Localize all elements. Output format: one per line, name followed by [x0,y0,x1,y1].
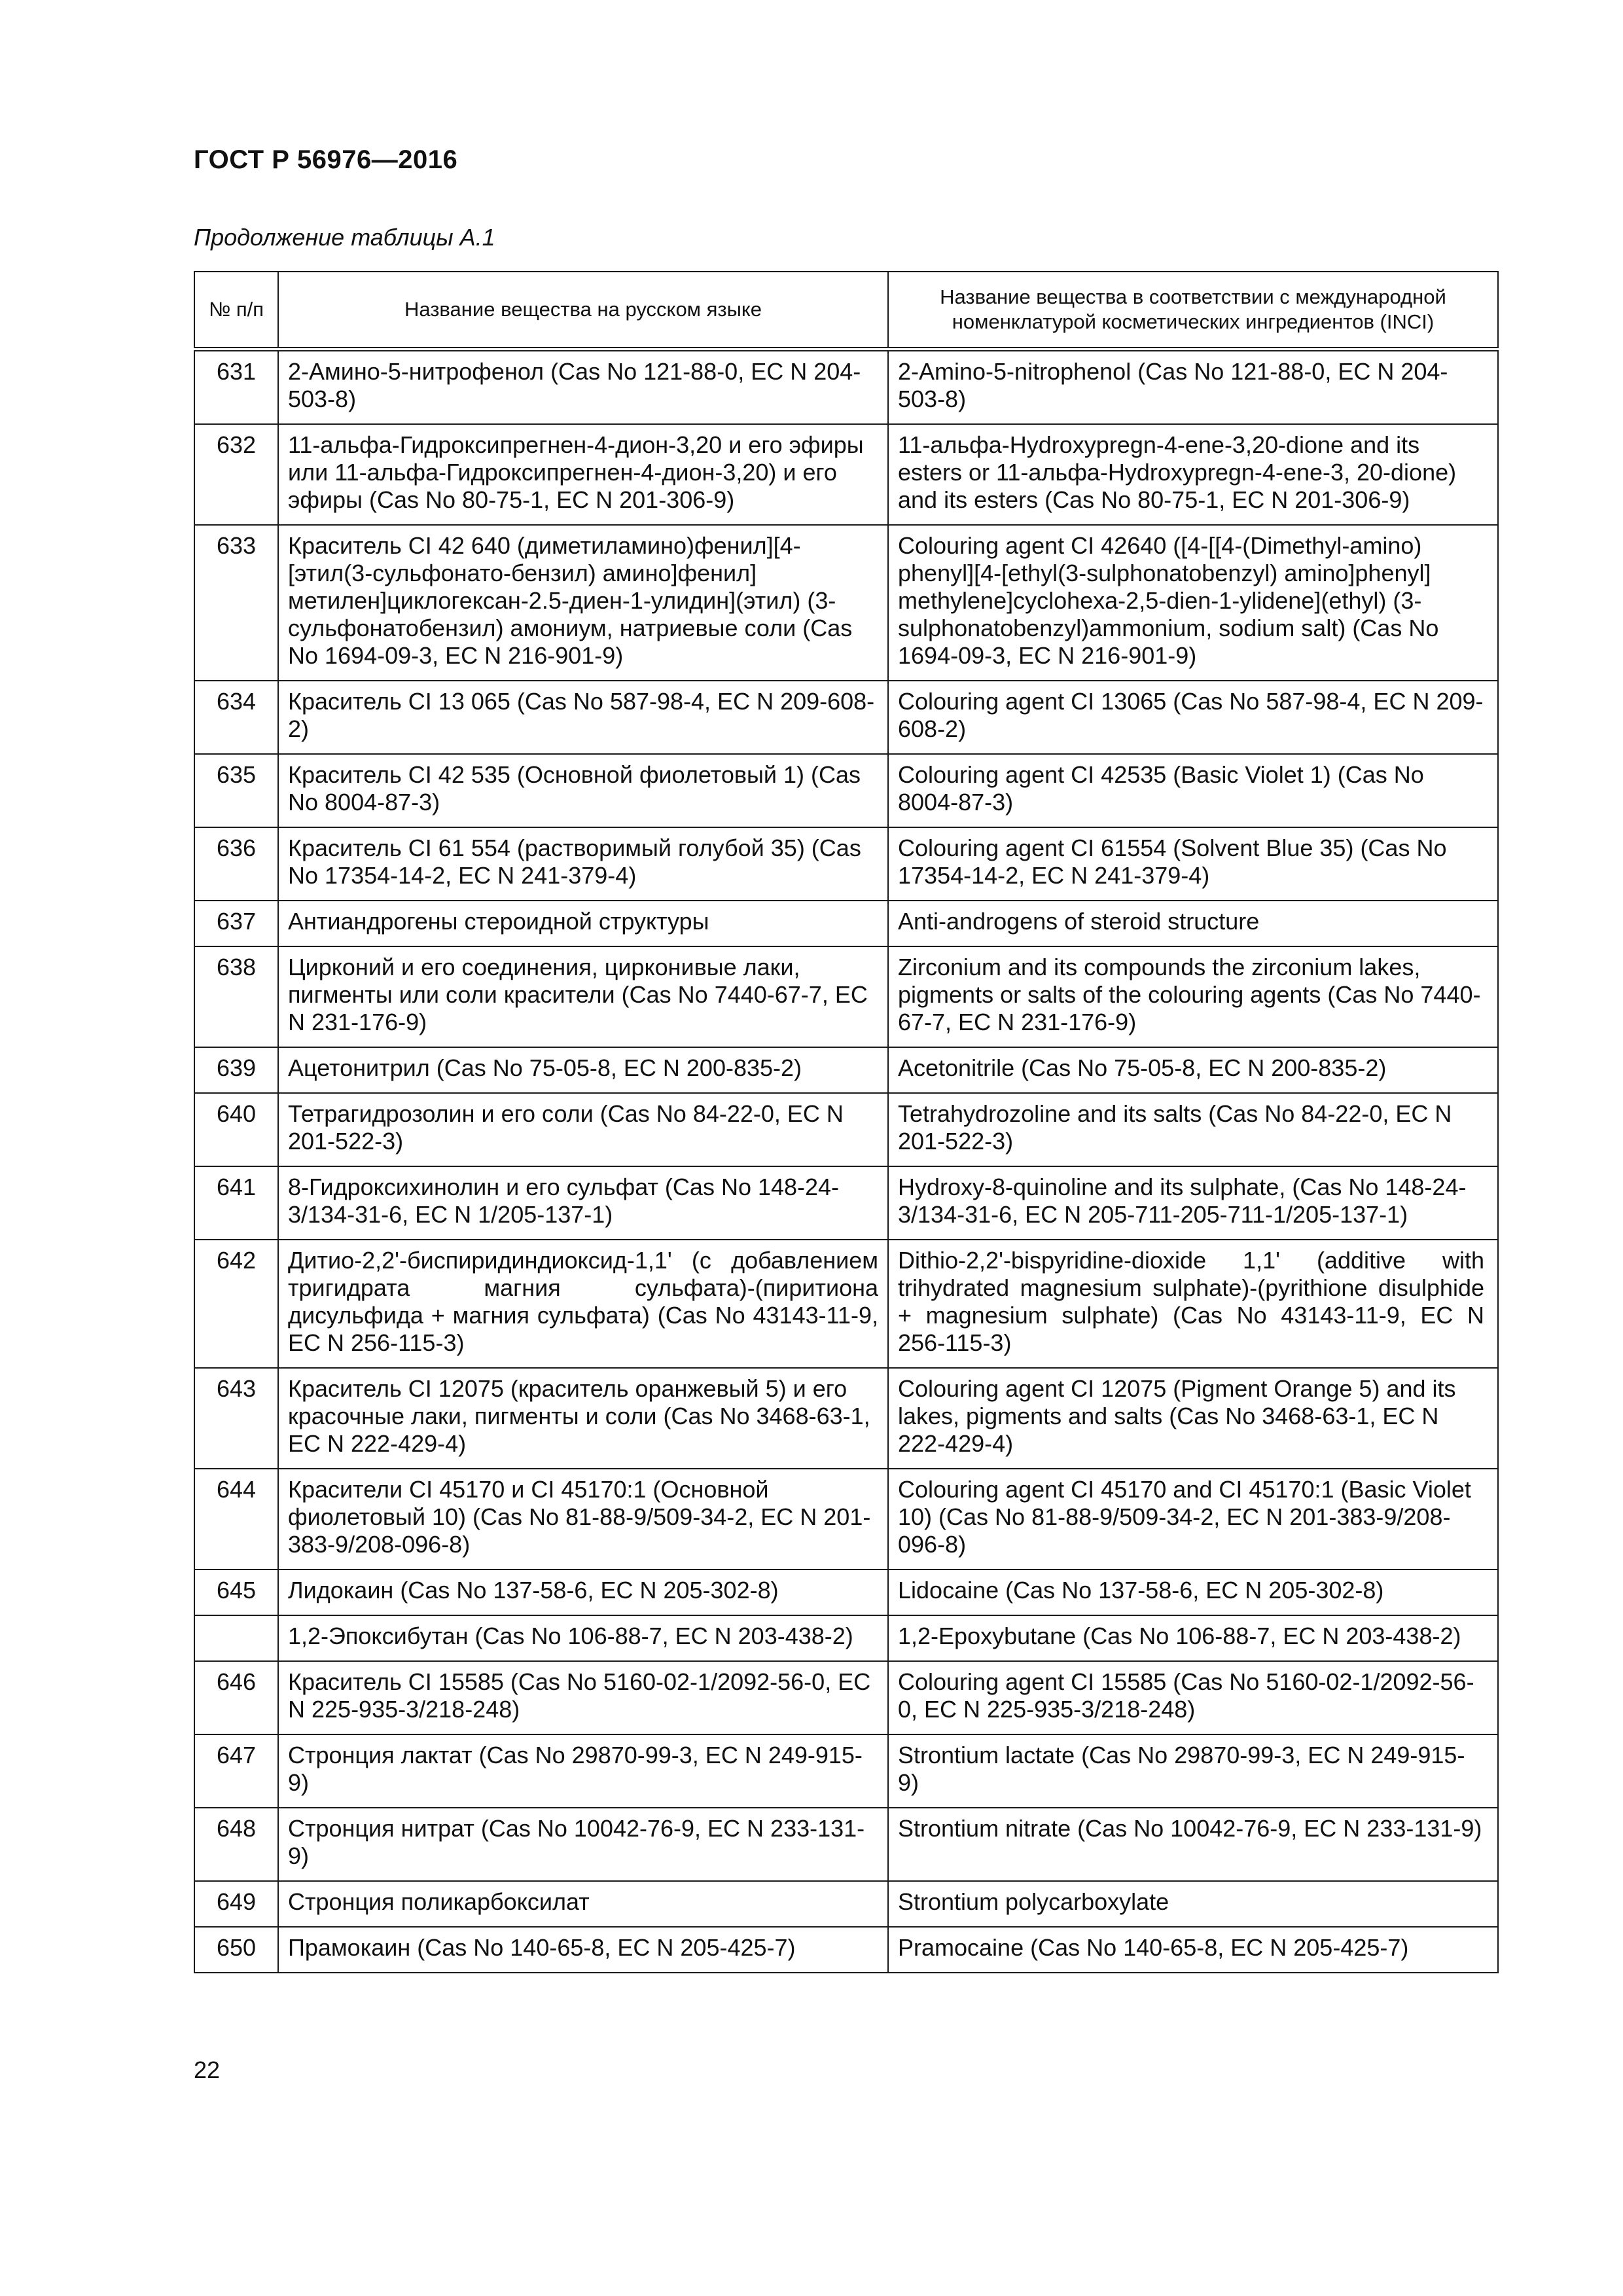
row-number: 649 [194,1881,278,1927]
substances-table [194,271,1499,1973]
row-number: 643 [194,1368,278,1469]
russian-name-cell: Стронция лактат (Cas No 29870-99-3, EC N 249-915-9) [278,1734,888,1808]
table-row [194,754,1498,827]
russian-name-cell: Лидокаин (Cas No 137-58-6, EC N 205-302-8) [278,1570,888,1615]
russian-name-cell: Красители CI 45170 и CI 45170:1 (Основной фиолетовый 10) (Cas No 81-88-9/509-34-2, EC N 201-383-9/208-096-8) [278,1469,888,1570]
row-number: 645 [194,1570,278,1615]
header-number: № п/п [194,272,278,350]
table-row [194,827,1498,901]
row-number: 638 [194,946,278,1047]
table-row [194,1368,1498,1469]
inci-name-cell: Colouring agent CI 42640 ([4-[[4-(Dimethyl-amino) phenyl][4-[ethyl(3-sulphonatobenzyl) amino]phenyl] methylene]cyclohexa-2,5-dien-1-ylidene](ethyl) (3-sulphonatobenzyl)ammonium, sodium salt) (Cas No 1694-09-3, EC N 216-901-9) [888,525,1498,681]
russian-name-cell: 11-альфа-Гидроксипрегнен-4-дион-3,20 и его эфиры или 11-альфа-Гидроксипрегнен-4-дион-3,20) и его эфиры (Cas No 80-75-1, EC N 201-306-9) [278,424,888,525]
russian-name-cell: 1,2-Эпоксибутан (Cas No 106-88-7, EC N 203-438-2) [278,1615,888,1661]
russian-name-cell: Цирконий и его соединения, цирконивые лаки, пигменты или соли красители (Cas No 7440-67-7, EC N 231-176-9) [278,946,888,1047]
inci-name-cell: Strontium nitrate (Cas No 10042-76-9, EC N 233-131-9) [888,1808,1498,1881]
table-row [194,1047,1498,1093]
table-row [194,1093,1498,1166]
russian-name-cell: Дитио-2,2'-биспиридиндиоксид-1,1' (с добавлением тригидрата магния сульфата)-(пиритиона дисульфида + магния сульфата) (Cas No 43143-11-9, EC N 256-115-3) [278,1240,888,1368]
inci-name-cell: Tetrahydrozoline and its salts (Cas No 84-22-0, EC N 201-522-3) [888,1093,1498,1166]
table-row [194,1881,1498,1927]
page-number: 22 [194,2056,221,2083]
row-number: 646 [194,1661,278,1734]
russian-name-cell: Антиандрогены стероидной структуры [278,901,888,946]
inci-name-cell: Colouring agent CI 12075 (Pigment Orange 5) and its lakes, pigments and salts (Cas No 3468-63-1, EC N 222-429-4) [888,1368,1498,1469]
russian-name-cell: Краситель CI 12075 (краситель оранжевый 5) и его красочные лаки, пигменты и соли (Cas No 3468-63-1, EC N 222-429-4) [278,1368,888,1469]
row-number: 648 [194,1808,278,1881]
russian-name-cell: Краситель CI 13 065 (Cas No 587-98-4, EC N 209-608-2) [278,681,888,754]
inci-name-cell: Strontium polycarboxylate [888,1881,1498,1927]
table-row [194,946,1498,1047]
table-row [194,350,1498,425]
inci-name-cell: 11-альфа-Hydroxypregn-4-ene-3,20-dione and its esters or 11-альфа-Hydroxypregn-4-ene-3, 20-dione) and its esters (Cas No 80-75-1, EC N 201-306-9) [888,424,1498,525]
row-number: 636 [194,827,278,901]
row-number: 632 [194,424,278,525]
row-number: 641 [194,1166,278,1240]
row-number: 642 [194,1240,278,1368]
inci-name-cell: Hydroxy-8-quinoline and its sulphate, (Cas No 148-24-3/134-31-6, EC N 205-711-205-711-1/205-137-1) [888,1166,1498,1240]
inci-name-cell: Lidocaine (Cas No 137-58-6, EC N 205-302-8) [888,1570,1498,1615]
inci-name-cell: Anti-androgens of steroid structure [888,901,1498,946]
russian-name-cell: Стронция поликарбоксилат [278,1881,888,1927]
inci-name-cell: Colouring agent CI 61554 (Solvent Blue 35) (Cas No 17354-14-2, EC N 241-379-4) [888,827,1498,901]
russian-name-cell: 2-Амино-5-нитрофенол (Cas No 121-88-0, EC N 204-503-8) [278,350,888,425]
table-row [194,681,1498,754]
inci-name-cell: Zirconium and its compounds the zirconium lakes, pigments or salts of the colouring agents (Cas No 7440-67-7, EC N 231-176-9) [888,946,1498,1047]
row-number: 644 [194,1469,278,1570]
russian-name-cell: 8-Гидроксихинолин и его сульфат (Cas No 148-24-3/134-31-6, EC N 1/205-137-1) [278,1166,888,1240]
table-header-row [194,272,1498,350]
table-row [194,1469,1498,1570]
russian-name-cell: Краситель CI 15585 (Cas No 5160-02-1/2092-56-0, EC N 225-935-3/218-248) [278,1661,888,1734]
row-number: 647 [194,1734,278,1808]
table-row [194,901,1498,946]
russian-name-cell: Краситель CI 42 535 (Основной фиолетовый 1) (Cas No 8004-87-3) [278,754,888,827]
table-row [194,1166,1498,1240]
row-number [194,1615,278,1661]
russian-name-cell: Стронция нитрат (Cas No 10042-76-9, EC N 233-131-9) [278,1808,888,1881]
row-number: 631 [194,350,278,425]
row-number: 639 [194,1047,278,1093]
inci-name-cell: Dithio-2,2'-bispyridine-dioxide 1,1' (additive with trihydrated magnesium sulphate)-(pyrithione disulphide + magnesium sulphate) (Cas No 43143-11-9, EC N 256-115-3) [888,1240,1498,1368]
header-inci-name: Название вещества в соответствии с международной номенклатурой косметических ингредиентов (INCI) [888,272,1498,350]
russian-name-cell: Прамокаин (Cas No 140-65-8, EC N 205-425-7) [278,1927,888,1973]
table-row [194,525,1498,681]
table-row [194,1927,1498,1973]
russian-name-cell: Тетрагидрозолин и его соли (Cas No 84-22-0, EC N 201-522-3) [278,1093,888,1166]
row-number: 650 [194,1927,278,1973]
table-row [194,1734,1498,1808]
document-title: ГОСТ Р 56976—2016 [194,145,458,174]
row-number: 635 [194,754,278,827]
row-number: 637 [194,901,278,946]
table-row [194,1240,1498,1368]
inci-name-cell: Colouring agent CI 42535 (Basic Violet 1) (Cas No 8004-87-3) [888,754,1498,827]
table-caption: Продолжение таблицы А.1 [194,224,495,251]
russian-name-cell: Ацетонитрил (Cas No 75-05-8, EC N 200-835-2) [278,1047,888,1093]
russian-name-cell: Краситель CI 61 554 (растворимый голубой 35) (Cas No 17354-14-2, EC N 241-379-4) [278,827,888,901]
inci-name-cell: Colouring agent CI 15585 (Cas No 5160-02-1/2092-56-0, EC N 225-935-3/218-248) [888,1661,1498,1734]
table-row [194,424,1498,525]
row-number: 634 [194,681,278,754]
inci-name-cell: Pramocaine (Cas No 140-65-8, EC N 205-425-7) [888,1927,1498,1973]
table-row [194,1570,1498,1615]
inci-name-cell: Colouring agent CI 45170 and CI 45170:1 (Basic Violet 10) (Cas No 81-88-9/509-34-2, EC N 201-383-9/208-096-8) [888,1469,1498,1570]
row-number: 633 [194,525,278,681]
table-row [194,1661,1498,1734]
inci-name-cell: Acetonitrile (Cas No 75-05-8, EC N 200-835-2) [888,1047,1498,1093]
inci-name-cell: Strontium lactate (Cas No 29870-99-3, EC N 249-915-9) [888,1734,1498,1808]
inci-name-cell: 1,2-Epoxybutane (Cas No 106-88-7, EC N 203-438-2) [888,1615,1498,1661]
inci-name-cell: Colouring agent CI 13065 (Cas No 587-98-4, EC N 209-608-2) [888,681,1498,754]
header-russian-name: Название вещества на русском языке [278,272,888,350]
table-row [194,1808,1498,1881]
row-number: 640 [194,1093,278,1166]
russian-name-cell: Краситель CI 42 640 (диметиламино)фенил][4-[этил(3-сульфонато-бензил) амино]фенил] метилен]циклогексан-2.5-диен-1-улидин](этил) (3-сульфонатобензил) амониум, натриевые соли (Cas No 1694-09-3, EC N 216-901-9) [278,525,888,681]
inci-name-cell: 2-Amino-5-nitrophenol (Cas No 121-88-0, EC N 204-503-8) [888,350,1498,425]
table-row [194,1615,1498,1661]
